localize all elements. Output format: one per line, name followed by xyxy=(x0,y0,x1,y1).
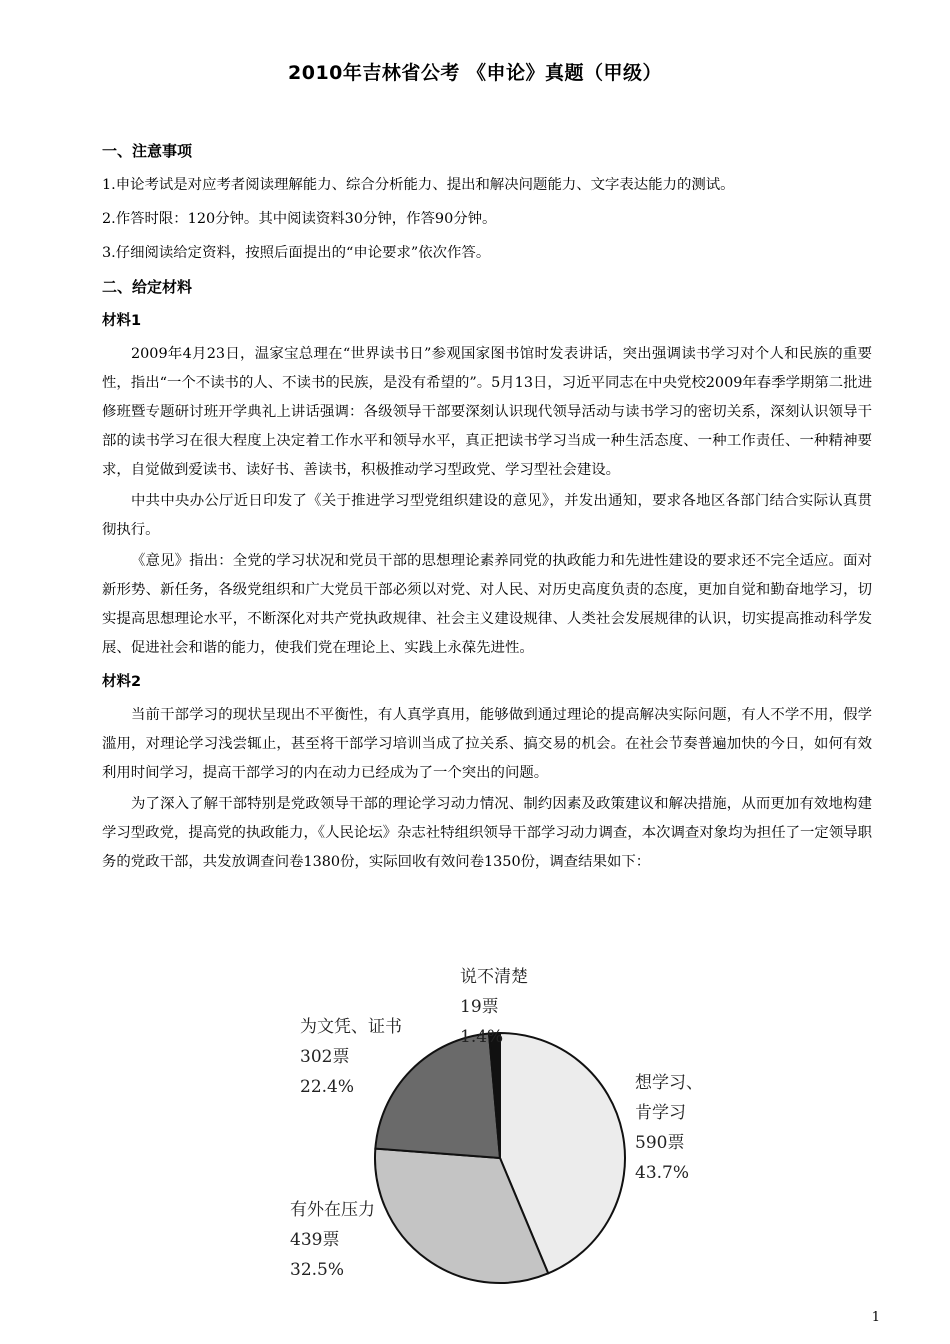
slice-label: 肯学习 xyxy=(635,1103,686,1123)
section-heading-materials: 二、给定材料 xyxy=(102,278,193,296)
slice-percent: 32.5% xyxy=(290,1260,345,1280)
slice-label: 为文凭、证书 xyxy=(300,1017,402,1037)
note-item: 1.申论考试是对应考者阅读理解能力、综合分析能力、提出和解决问题能力、文字表达能力的测试。 xyxy=(102,177,735,193)
slice-votes: 439票 xyxy=(290,1230,340,1250)
material-1-paragraph: 中共中央办公厅近日印发了《关于推进学习型党组织建设的意见》，并发出通知，要求各地区各部门结合实际认真贯彻执行。 xyxy=(102,493,872,538)
slice-label: 说不清楚 xyxy=(460,967,528,987)
slice-percent: 22.4% xyxy=(300,1077,355,1097)
note-item: 2.作答时限：120分钟。其中阅读资料30分钟，作答90分钟。 xyxy=(102,211,497,227)
pie-slice xyxy=(375,1033,500,1158)
note-item: 3.仔细阅读给定资料，按照后面提出的“申论要求”依次作答。 xyxy=(102,245,491,261)
page-number: 1 xyxy=(871,1310,880,1325)
material-1-paragraph: 2009年4月23日，温家宝总理在“世界读书日”参观国家图书馆时发表讲话，突出强调读书学习对个人和民族的重要性，指出“一个不读书的人、不读书的民族，是没有希望的”。5月13日，习近平同志在中央党校2009年春季学期第二批进修班暨专题研讨班开学典礼上讲话强调：各级领导干部要深刻认识现代领导活动与读书学习的密切关系，深刻认识领导干部的读书学习在很大程度上决定着工作水平和领导水平，真正把读书学习当成一种生活态度、一种工作责任、一种精神要求，自觉做到爱读书、读好书、善读书，积极推动学习型政党、学习型社会建设。 xyxy=(102,346,872,478)
slice-label: 有外在压力 xyxy=(290,1200,375,1220)
slice-votes: 590票 xyxy=(635,1133,685,1153)
material-2-label: 材料2 xyxy=(102,674,142,690)
material-1-label: 材料1 xyxy=(102,313,142,329)
material-2-paragraph: 为了深入了解干部特别是党政领导干部的理论学习动力情况、制约因素及政策建议和解决措施，从而更加有效地构建学习型政党，提高党的执政能力，《人民论坛》杂志社特组织领导干部学习动力调查，本次调查对象均为担任了一定领导职务的党政干部，共发放调查问卷1380份，实际回收有效问卷1350份，调查结果如下： xyxy=(102,796,872,870)
slice-label: 想学习、 xyxy=(635,1073,703,1093)
document-title: 2010年吉林省公考 《申论》真题（甲级） xyxy=(288,62,662,84)
slice-votes: 302票 xyxy=(300,1047,350,1067)
survey-pie-chart xyxy=(250,960,730,1300)
material-2-paragraph: 当前干部学习的现状呈现出不平衡性，有人真学真用，能够做到通过理论的提高解决实际问题，有人不学不用，假学滥用，对理论学习浅尝辄止，甚至将干部学习培训当成了拉关系、搞交易的机会。在社会节奏普遍加快的今日，如何有效利用时间学习，提高干部学习的内在动力已经成为了一个突出的问题。 xyxy=(102,707,872,781)
slice-votes: 19票 xyxy=(460,997,499,1017)
document-body xyxy=(102,134,872,879)
slice-percent: 1.4% xyxy=(460,1027,504,1047)
slice-percent: 43.7% xyxy=(635,1163,690,1183)
section-heading-notes: 一、注意事项 xyxy=(102,142,193,160)
material-1-paragraph: 《意见》指出：全党的学习状况和党员干部的思想理论素养同党的执政能力和先进性建设的要求还不完全适应。面对新形势、新任务，各级党组织和广大党员干部必须以对党、对人民、对历史高度负责的态度，更加自觉和勤奋地学习，切实提高思想理论水平，不断深化对共产党执政规律、社会主义建设规律、人类社会发展规律的认识，切实提高推动科学发展、促进社会和谐的能力，使我们党在理论上、实践上永葆先进性。 xyxy=(102,553,872,656)
